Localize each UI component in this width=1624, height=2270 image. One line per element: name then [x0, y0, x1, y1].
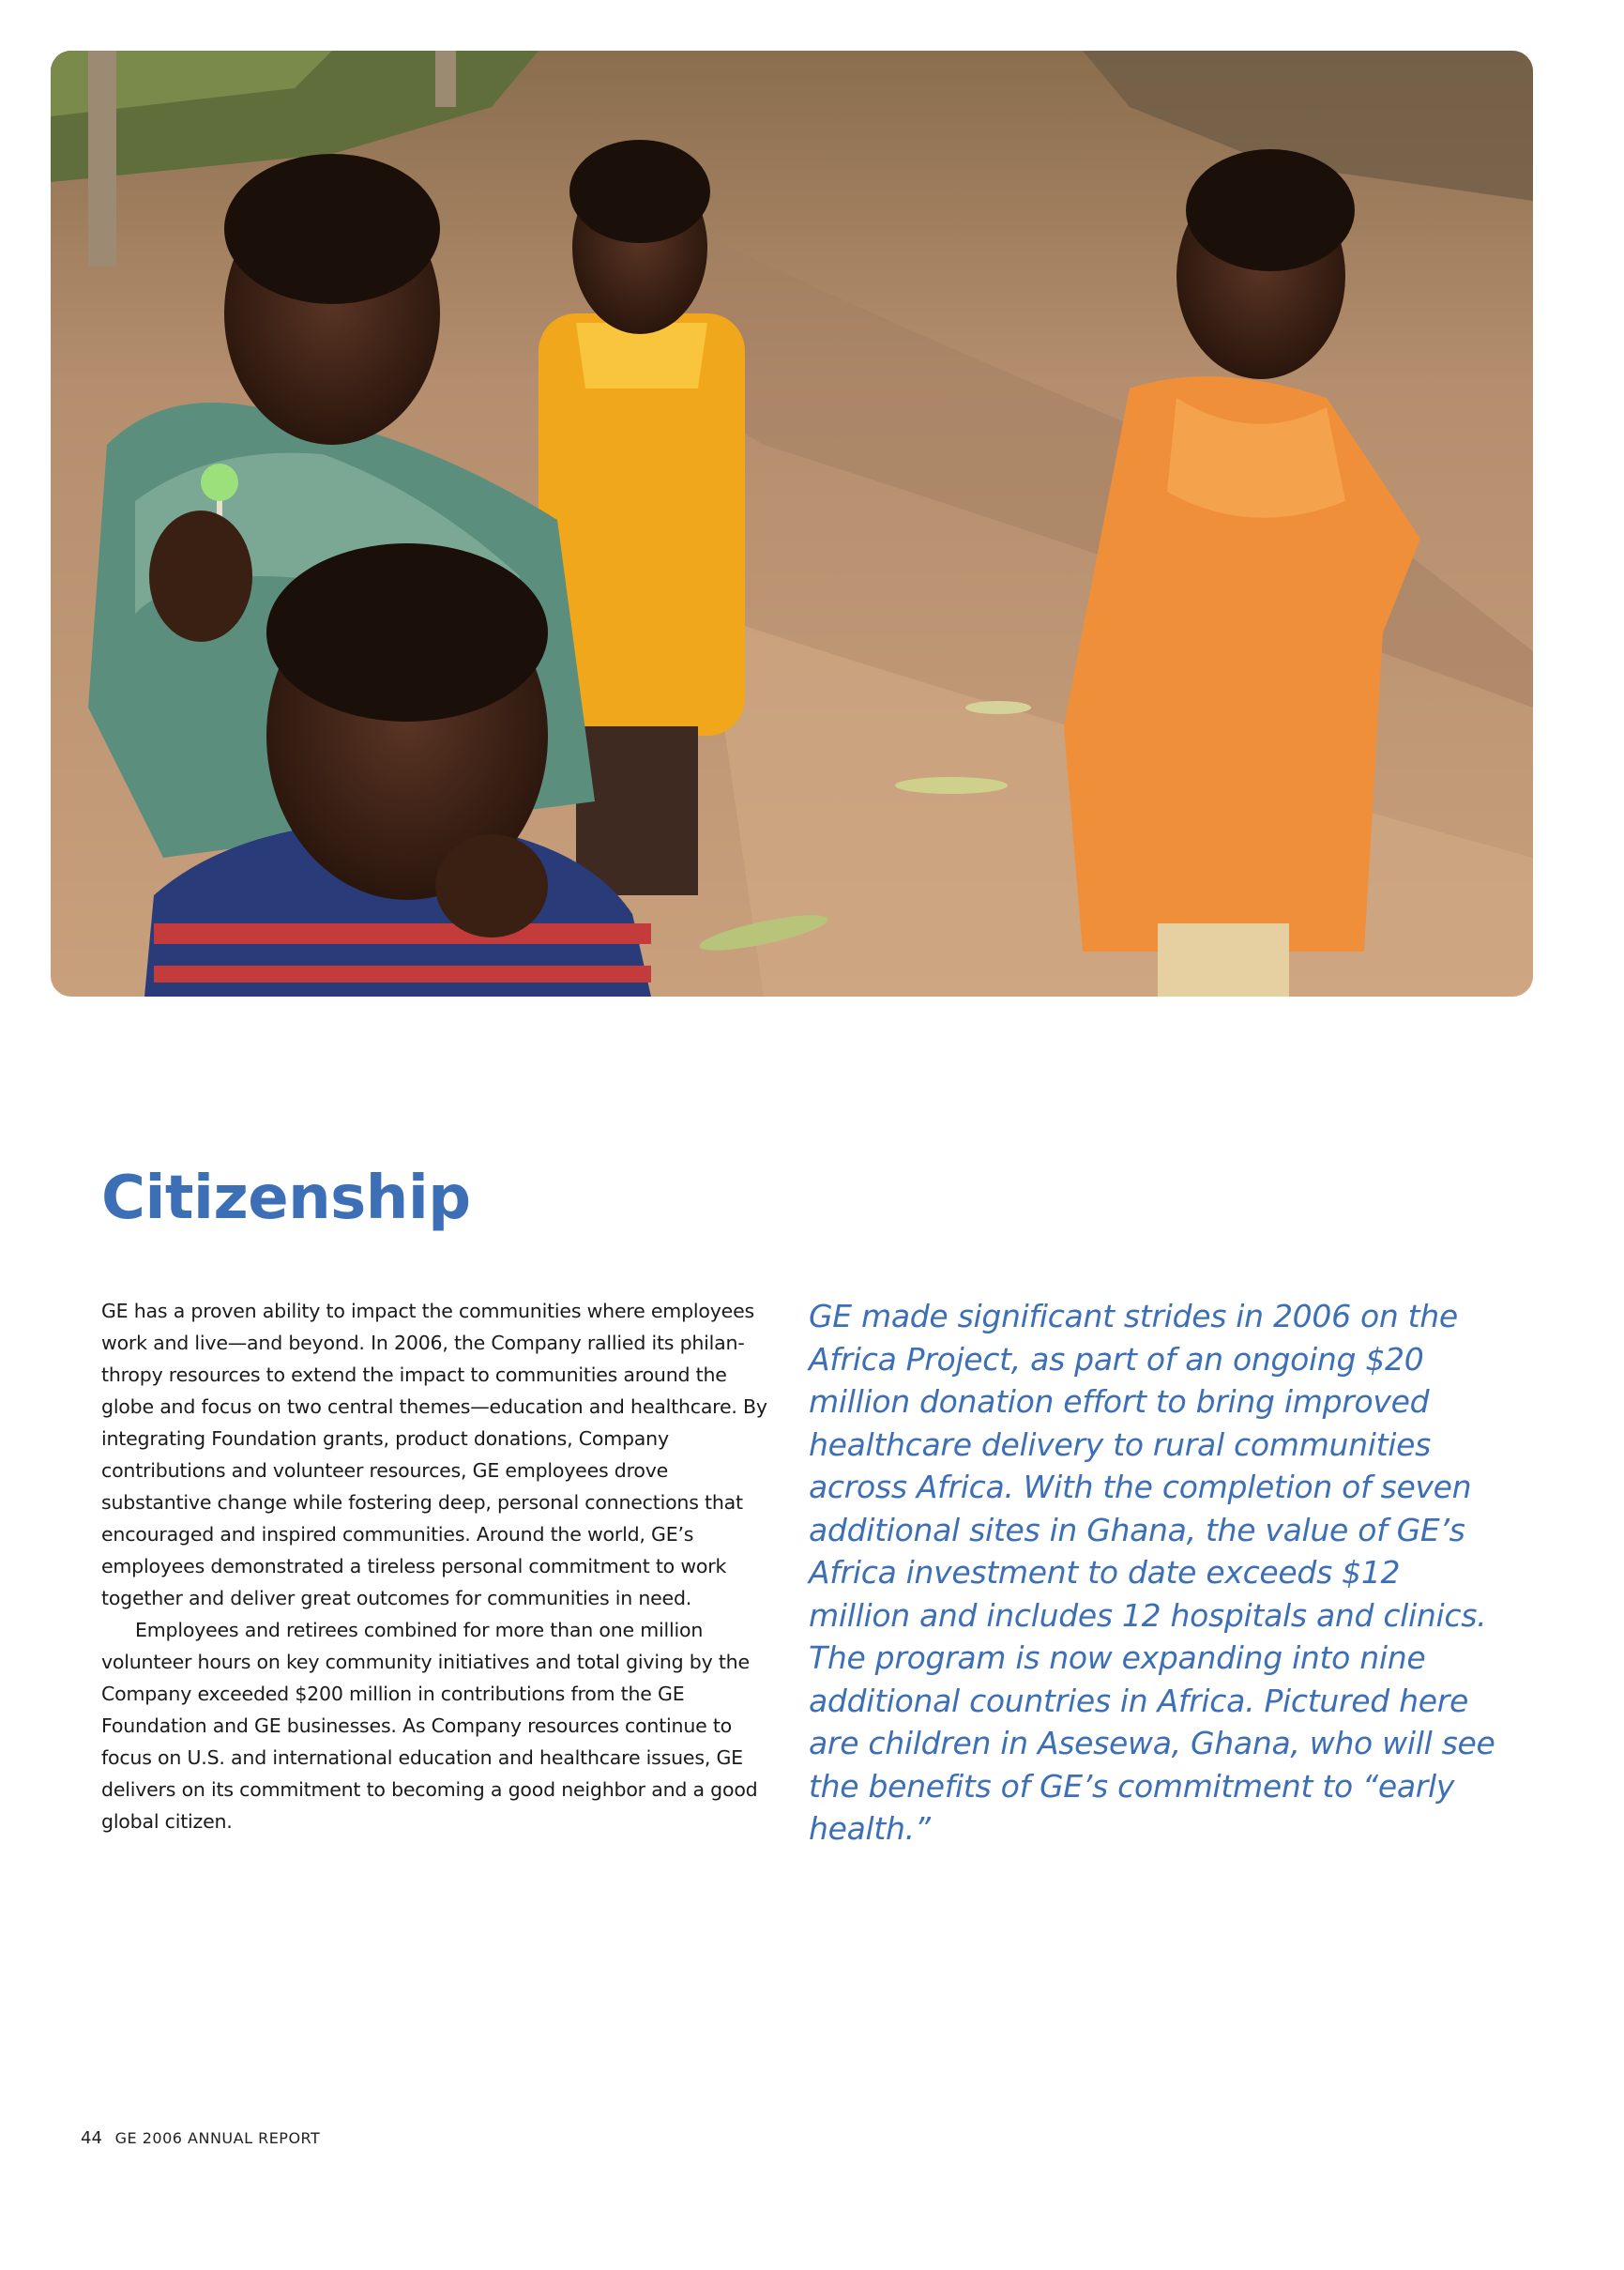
- page-footer: [81, 2128, 320, 2148]
- page-number: 44: [81, 2128, 102, 2148]
- body-paragraph: Employees and retirees combined for more than one million volunteer hours on key community initiatives and total giving by the Company exceeded $200 million in contributions from the GE Foundation and GE businesses. As Company resources continue to focus on U.S. and international education and healthcare issues, GE delivers on its commitment to becoming a good neighbor and a good global citizen.: [101, 1619, 758, 1833]
- hero-photo: [51, 51, 1533, 997]
- body-text: [101, 1295, 779, 1837]
- page-title: Citizenship: [101, 1164, 471, 1233]
- body-paragraph: GE has a proven ability to impact the communities where employees work and live—and beyond. In 2006, the Company rallied its philanthropy resources to extend the impact to communities around the globe and focus on two central themes—education and healthcare. By integrating Foundation grants, product donations, Company contributions and volunteer resources, GE employees drove substantive change while fostering deep, personal connections that encouraged and inspired communities. Around the world, GE’s employees demonstrated a tireless personal commitment to work together and deliver great outcomes for communities in need.: [101, 1300, 767, 1609]
- children-photo-illustration: [51, 51, 1533, 997]
- pull-quote-caption: GE made significant strides in 2006 on the Africa Project, as part of an ongoing $20 million donation effort to bring improved healthcare delivery to rural communities across Africa. With the completion of seven additional sites in Ghana, the value of GE’s Africa investment to date exceeds $12 million and includes 12 hospitals and clinics. The program is now expanding into nine additional countries in Africa. Pictured here are children in Asesewa, Ghana, who will see the benefits of GE’s commitment to “early health.”: [809, 1298, 1495, 1847]
- report-name: GE 2006 ANNUAL REPORT: [114, 2129, 321, 2147]
